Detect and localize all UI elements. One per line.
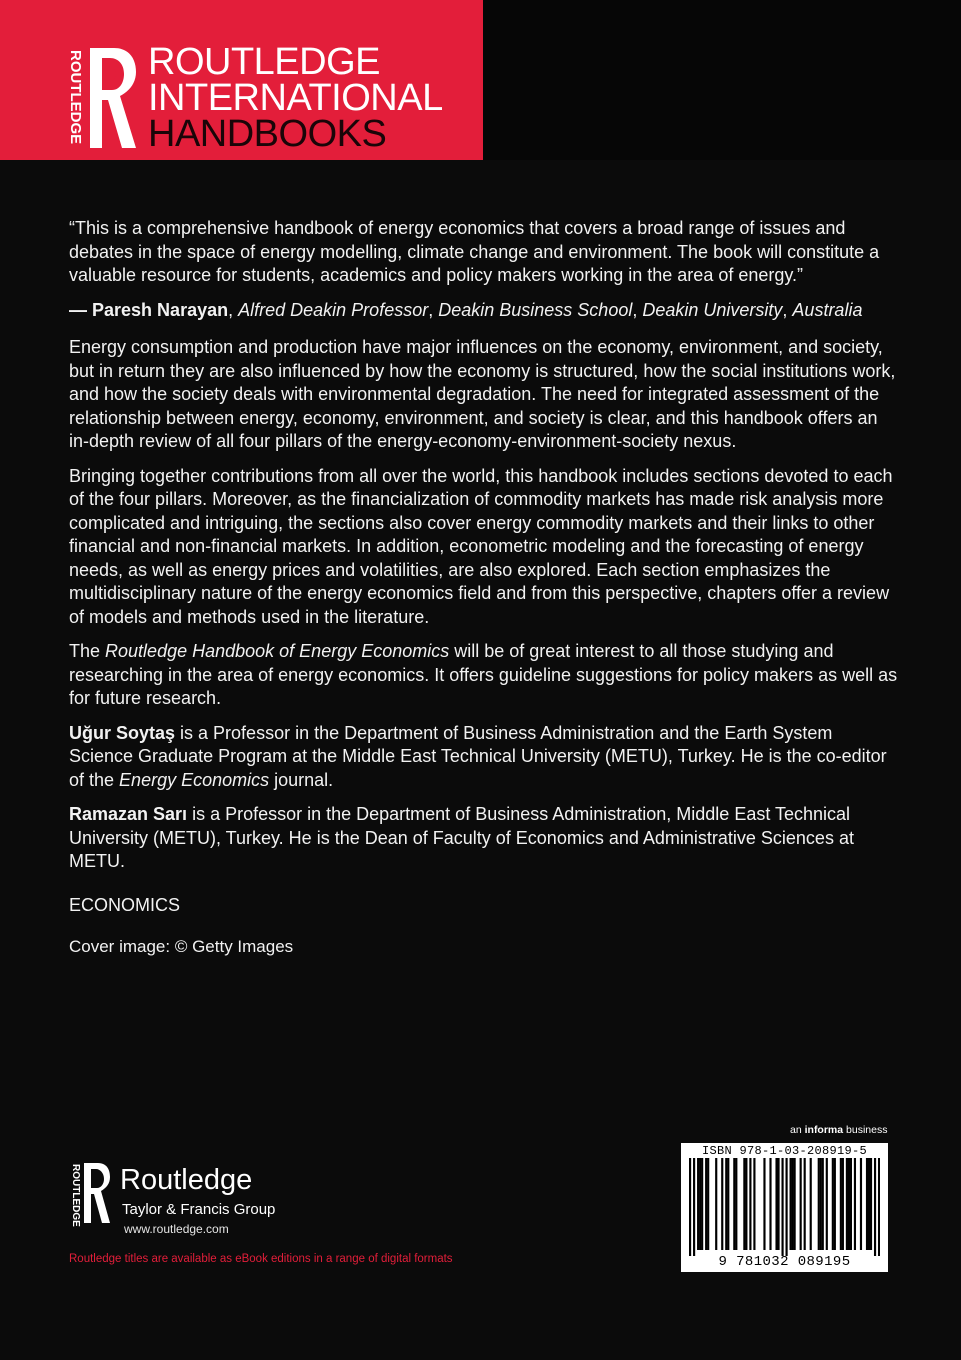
- description-paragraph-3: The Routledge Handbook of Energy Economics will be of great interest to all those studying and researching in the area of energy economics. It offers guideline suggestions for policy makers as well as for future research.: [69, 641, 898, 708]
- barcode-bar: [745, 1158, 747, 1250]
- barcode-bar: [842, 1158, 844, 1250]
- barcode-bar: [854, 1158, 856, 1250]
- barcode-bar: [846, 1158, 848, 1250]
- barcode-bar: [804, 1158, 806, 1250]
- barcode-bar: [866, 1158, 868, 1250]
- barcode-bar: [834, 1158, 836, 1250]
- barcode-bar: [743, 1158, 745, 1250]
- barcode-bar: [878, 1158, 880, 1256]
- informa-tagline: an informa business: [790, 1124, 888, 1136]
- barcode-bar: [826, 1158, 828, 1250]
- barcode-bar: [699, 1158, 701, 1250]
- barcode-bar: [800, 1158, 802, 1250]
- barcode-bars: [689, 1158, 880, 1256]
- publisher-group: Taylor & Francis Group: [122, 1201, 276, 1218]
- barcode-bar: [860, 1158, 862, 1250]
- endorsement-attribution: — Paresh Narayan, Alfred Deakin Professor, Deakin Business School, Deakin University, Australia: [69, 299, 863, 320]
- author-bio-2: Ramazan Sarı is a Professor in the Department of Business Administration, Middle East Technical University (METU), Turkey. He is the Dean of Faculty of Economics and Administrative Sciences at METU.: [69, 804, 854, 871]
- barcode-bar: [781, 1158, 783, 1256]
- barcode-bar: [763, 1158, 765, 1250]
- barcode-bar: [818, 1158, 820, 1250]
- endorser-role: Alfred Deakin Professor: [238, 299, 429, 320]
- barcode-bar: [753, 1158, 755, 1250]
- author-name-1: Uğur Soytaş: [69, 722, 176, 743]
- imprint-vertical-wordmark: ROUTLEDGE: [67, 50, 84, 145]
- barcode-bar: [822, 1158, 824, 1250]
- barcode-bar: [701, 1158, 703, 1250]
- barcode-bar: [820, 1158, 822, 1250]
- publisher-vertical-wordmark: ROUTLEDGE: [70, 1164, 81, 1227]
- barcode-bar: [749, 1158, 751, 1250]
- barcode-bar: [775, 1158, 777, 1250]
- endorser-school: Deakin Business School: [438, 299, 633, 320]
- routledge-r-logo-icon: [86, 44, 138, 152]
- barcode-bar: [792, 1158, 794, 1250]
- barcode-bar: [721, 1158, 723, 1250]
- barcode-bar: [707, 1158, 709, 1250]
- endorsement-quote: “This is a comprehensive handbook of energy economics that covers a broad range of issues and debates in the space of energy modelling, climate change and environment. The book will constitute a valuable resource for students, academics and policy makers working in the area of energy.”: [69, 218, 880, 285]
- routledge-r-small-icon: [82, 1161, 112, 1225]
- barcode-bar: [874, 1158, 876, 1256]
- barcode-bar: [769, 1158, 771, 1250]
- barcode-bar: [810, 1158, 812, 1250]
- barcode-bar: [832, 1158, 834, 1250]
- barcode-bar: [715, 1158, 717, 1250]
- author-name-2: Ramazan Sarı: [69, 804, 188, 824]
- barcode-bar: [697, 1158, 699, 1250]
- ebook-note: Routledge titles are available as eBook editions in a range of digital formats: [69, 1253, 453, 1265]
- publisher-brand: Routledge: [120, 1164, 253, 1196]
- barcode-bar: [693, 1158, 695, 1256]
- series-title-line1: ROUTLEDGE: [148, 41, 380, 83]
- isbn-text: ISBN 978-1-03-208919-5: [701, 1144, 868, 1158]
- barcode-bar: [870, 1158, 872, 1250]
- barcode-bar: [733, 1158, 735, 1250]
- barcode-bar: [840, 1158, 842, 1250]
- series-title-line2: INTERNATIONAL: [148, 77, 443, 119]
- barcode-bar: [790, 1158, 792, 1250]
- barcode-bar: [727, 1158, 729, 1250]
- description-paragraph-2: Bringing together contributions from all over the world, this handbook includes sections devoted to each of the four pillars. Moreover, as the financialization of commodity markets has made risk analysis more complicated and intriguing, the sections also cover energy commodity markets and their links to other financial and non-financial markets. In addition, econometric modeling and the forecasting of energy needs, as well as energy prices and volatilities, are also explored. Each section emphasizes the multidisciplinary nature of the energy economics field and from this perspective, chapters offer a review of models and methods used in the literature.: [69, 465, 893, 627]
- subject-category: ECONOMICS: [69, 894, 181, 915]
- barcode-bar: [735, 1158, 737, 1250]
- barcode-bar: [689, 1158, 691, 1256]
- barcode-bar: [786, 1158, 788, 1256]
- endorsement-dash: —: [69, 299, 87, 320]
- endorser-university: Deakin University: [642, 299, 783, 320]
- endorser-name: Paresh Narayan: [92, 299, 229, 320]
- journal-title: Energy Economics: [119, 769, 270, 790]
- back-cover-text: [69, 217, 899, 959]
- barcode-bar: [868, 1158, 870, 1250]
- barcode-bar: [848, 1158, 850, 1250]
- endorser-country: Australia: [792, 299, 863, 320]
- book-title: Routledge Handbook of Energy Economics: [105, 641, 450, 661]
- publisher-url: www.routledge.com: [124, 1222, 229, 1236]
- publisher-logo: [67, 1160, 327, 1236]
- series-title: [148, 41, 443, 155]
- series-title-line3: HANDBOOKS: [148, 113, 387, 155]
- barcode-bar: [725, 1158, 727, 1250]
- series-banner: [0, 0, 483, 160]
- barcode-digits: 9 781032 089195: [718, 1254, 851, 1270]
- author-bio-1: Uğur Soytaş is a Professor in the Department of Business Administration and the Earth System Science Graduate Program at the Middle East Technical University (METU), Turkey. He is the co-editor of the Energy Economics journal.: [69, 722, 887, 790]
- cover-image-credit: Cover image: © Getty Images: [69, 937, 294, 956]
- isbn-barcode: [681, 1143, 888, 1272]
- barcode-bar: [777, 1158, 779, 1250]
- barcode-bar: [794, 1158, 796, 1250]
- description-paragraph-1: Energy consumption and production have major influences on the economy, environment, and society, but in return they are also influenced by how the economy is structured, how the social institutions work, and how the society deals with environmental degradation. The need for integrated assessment of the relationship between energy, economy, environment, and society is clear, and this handbook offers an in-depth review of all four pillars of the energy-economy-environment-society nexus.: [69, 337, 896, 451]
- barcode-bar: [850, 1158, 852, 1250]
- barcode-bar: [705, 1158, 707, 1250]
